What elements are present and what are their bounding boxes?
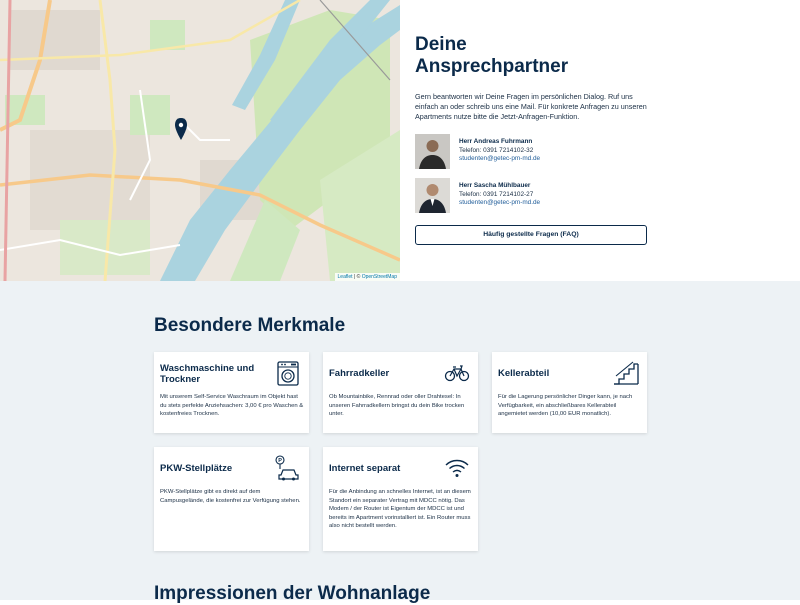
wifi-icon [444, 455, 470, 481]
feature-title: PKW-Stellplätze [160, 463, 233, 474]
svg-text:P: P [278, 458, 282, 464]
contact-email-link[interactable]: studenten@getec-pm-md.de [459, 199, 541, 206]
features-section [0, 281, 800, 604]
faq-button[interactable]: Häufig gestellte Fragen (FAQ) [415, 225, 647, 245]
location-map[interactable] [0, 0, 400, 281]
features-title: Besondere Merkmale [154, 315, 346, 336]
washing-machine-icon [275, 360, 301, 386]
contact-title: Deine Ansprechpartner [415, 34, 569, 77]
contact-name: Herr Andreas Fuhrmann [459, 138, 533, 145]
feature-text: Für die Anbindung an schnelles Internet, ist an diesem Standort ein separater Vertrag mit MDCC nötig. Das Modem / der Router ist Eigentum der MDCC ist und bereits im Apartment vorinstalliert ist. Ein Router muss also nicht bestellt werden. [329, 489, 471, 529]
feature-title: Kellerabteil [498, 368, 550, 379]
feature-text: PKW-Stellplätze gibt es direkt auf dem Campusgelände, die kostenfrei zur Verfügung stehen. [160, 489, 301, 504]
contact-person [415, 178, 647, 214]
feature-text: Mit unserem Self-Service Waschraum im Objekt hast du stets perfekte Anziehsachen: 3,00 € pro Waschen & kostenfreies Trocknen. [160, 394, 304, 417]
feature-text: Für die Lagerung persönlicher Dinger kann, je nach Verfügbarkeit, ein abschließbares Kellerabteil angemietet werden (10,00 EUR monatlich). [498, 394, 633, 417]
bicycle-icon [444, 360, 470, 386]
feature-card-internet [323, 447, 478, 551]
osm-link[interactable]: OpenStreetMap [361, 274, 397, 280]
map-attribution: Leaflet | © OpenStreetMap [335, 273, 400, 281]
feature-card-washing [154, 352, 309, 433]
feature-title: Internet separat [329, 463, 401, 474]
feature-card-parking [154, 447, 309, 551]
avatar [415, 178, 450, 213]
contact-phone: Telefon: 0391 7214102-32 [459, 146, 534, 154]
avatar [415, 134, 450, 169]
feature-card-bicycle [323, 352, 478, 433]
stairs-icon [613, 360, 639, 386]
feature-title: Waschmaschine und Trockner [160, 363, 255, 385]
contact-intro: Gern beantworten wir Deine Fragen im persönlichen Dialog. Ruf uns einfach an oder schreib uns eine Mail. Für konkrete Anfragen zu unseren Apartments nutze bitte die Jetzt-Anfragen-Funktion. [415, 92, 647, 121]
contact-name: Herr Sascha Mühlbauer [459, 182, 531, 189]
map-tiles[interactable] [0, 0, 400, 281]
contact-phone: Telefon: 0391 7214102-27 [459, 190, 534, 198]
feature-text: Ob Mountainbike, Rennrad oder oller Drahtesel: In unseren Fahrradkellern bringst du dein Bike trocken unter. [329, 394, 465, 417]
contact-info [459, 138, 540, 164]
contact-info [459, 182, 540, 208]
contact-section [0, 0, 800, 281]
parking-car-icon [275, 455, 301, 481]
contact-email-link[interactable]: studenten@getec-pm-md.de [459, 155, 541, 162]
feature-title: Fahrradkeller [329, 368, 390, 379]
impressions-title: Impressionen der Wohnanlage [154, 583, 431, 604]
leaflet-link[interactable]: Leaflet [337, 274, 353, 280]
contact-person [415, 134, 647, 170]
contact-panel [415, 34, 647, 245]
feature-card-storage [492, 352, 647, 433]
